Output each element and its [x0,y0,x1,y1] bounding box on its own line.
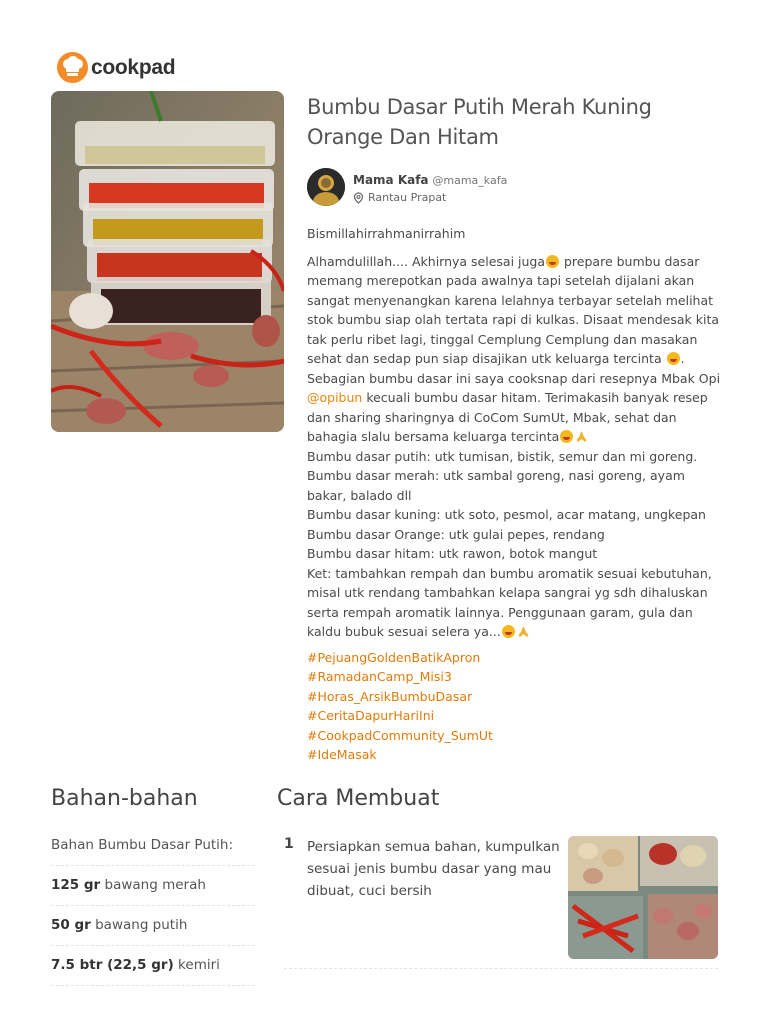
desc-part-d: kecuali bumbu dasar hitam. Terimakasih banyak resep dan sharing sharingnya di CoCom SumUt, Mbak, sehat dan bahagia slalu bersama keluarga tercinta [307,390,708,444]
desc-part-c: . Sebagian bumbu dasar ini saya cooksnap dari resepnya Mbak Opi [307,351,721,386]
ingredients-heading: Bahan-bahan [51,786,198,811]
praying-hands-icon [517,625,530,638]
desc-part-b: prepare bumbu dasar memang merepotkan pada awalnya tapi setelah dijalani akan sangat menyenangkan karena lelahnya terbayar setelah melihat stok bumbu siap olah tertata rapi di kulkas. Disaat mendesak kita tak perlu ribet lagi, tinggal Cemplung Cemplung dan masakan sehat dan sedap pun siap disajikan utk keluarga tercinta [307,253,720,366]
usage-line-1: Bumbu dasar putih: utk tumisan, bistik, semur dan mi goreng. [307,448,698,464]
ingredient-item [51,866,255,906]
note-text [307,564,727,642]
ingredient-name: kemiri [173,957,220,973]
hashtag-link[interactable]: #PejuangGoldenBatikApron [307,649,481,665]
step-number: 1 [284,836,294,852]
grinning-emoji-icon [502,625,515,638]
praying-hands-icon [575,430,588,443]
ingredient-name: bawang merah [100,877,206,893]
ingredient-name: Bahan Bumbu Dasar Putih: [51,837,234,853]
step-photo[interactable] [568,836,718,959]
author-block[interactable] [307,168,507,206]
hashtag-link[interactable]: #CookpadCommunity_SumUt [307,727,493,743]
step-text: Persiapkan semua bahan, kumpulkan sesuai jenis bumbu dasar yang mau dibuat, cuci bersih [307,839,560,899]
hashtag-list [307,648,727,765]
ingredient-item [51,906,255,946]
recipe-title: Bumbu Dasar Putih Merah Kuning Orange Dan Hitam [307,95,652,149]
location-pin-icon [353,192,364,204]
hashtag-link[interactable]: #Horas_ArsikBumbuDasar [307,688,473,704]
grinning-emoji-icon [546,255,559,268]
recipe-description [307,224,727,765]
usage-line-5: Bumbu dasar hitam: utk rawon, botok mangut [307,546,598,561]
ingredient-item [51,946,255,986]
mention-link[interactable]: @opibun [307,390,363,405]
grinning-emoji-icon [667,352,680,365]
usage-line-4: Bumbu dasar Orange: utk gulai pepes, rendang [307,526,605,542]
desc-part-a: Alhamdulillah.... Akhirnya selesai juga [307,253,546,269]
usage-line-3: Bumbu dasar kuning: utk soto, pesmol, acar matang, ungkepan [307,507,706,522]
cookpad-logo[interactable] [57,52,175,83]
ingredient-qty: 7.5 btr (22,5 gr) [51,957,174,973]
usage-line-2: Bumbu dasar merah: utk sambal goreng, nasi goreng, ayam bakar, balado dll [307,468,685,503]
author-handle[interactable]: @mama_kafa [432,174,508,187]
chef-hat-icon [57,52,88,83]
ingredient-qty: 125 gr [51,877,101,893]
ingredient-list [51,826,255,986]
recipe-photo[interactable] [51,91,284,432]
hashtag-link[interactable]: #RamadanCamp_Misi3 [307,669,452,684]
brand-name: cookpad [91,55,176,79]
grinning-emoji-icon [560,430,573,443]
ingredient-name: bawang putih [90,917,188,933]
hashtag-link[interactable]: #IdeMasak [307,747,377,762]
author-location: Rantau Prapat [368,191,447,204]
steps-heading: Cara Membuat [277,786,440,811]
avatar[interactable] [307,168,345,206]
ingredient-qty: 50 gr [51,917,91,933]
note-body: Ket: tambahkan rempah dan bumbu aromatik sesuai kebutuhan, misal utk rendang tambahkan kelapa sangrai yg sdh dihaluskan serta rempah aromatik lainnya. Penggunaan garam, gula dan kaldu bubuk sesuai selera ya... [307,565,712,639]
author-name[interactable]: Mama Kafa [353,173,429,187]
hashtag-link[interactable]: #CeritaDapurHariIni [307,708,435,723]
ingredient-item [51,826,255,866]
description-paragraph [307,252,727,447]
greeting-text: Bismillahirrahmanirrahim [307,226,466,241]
step-item [284,836,718,969]
